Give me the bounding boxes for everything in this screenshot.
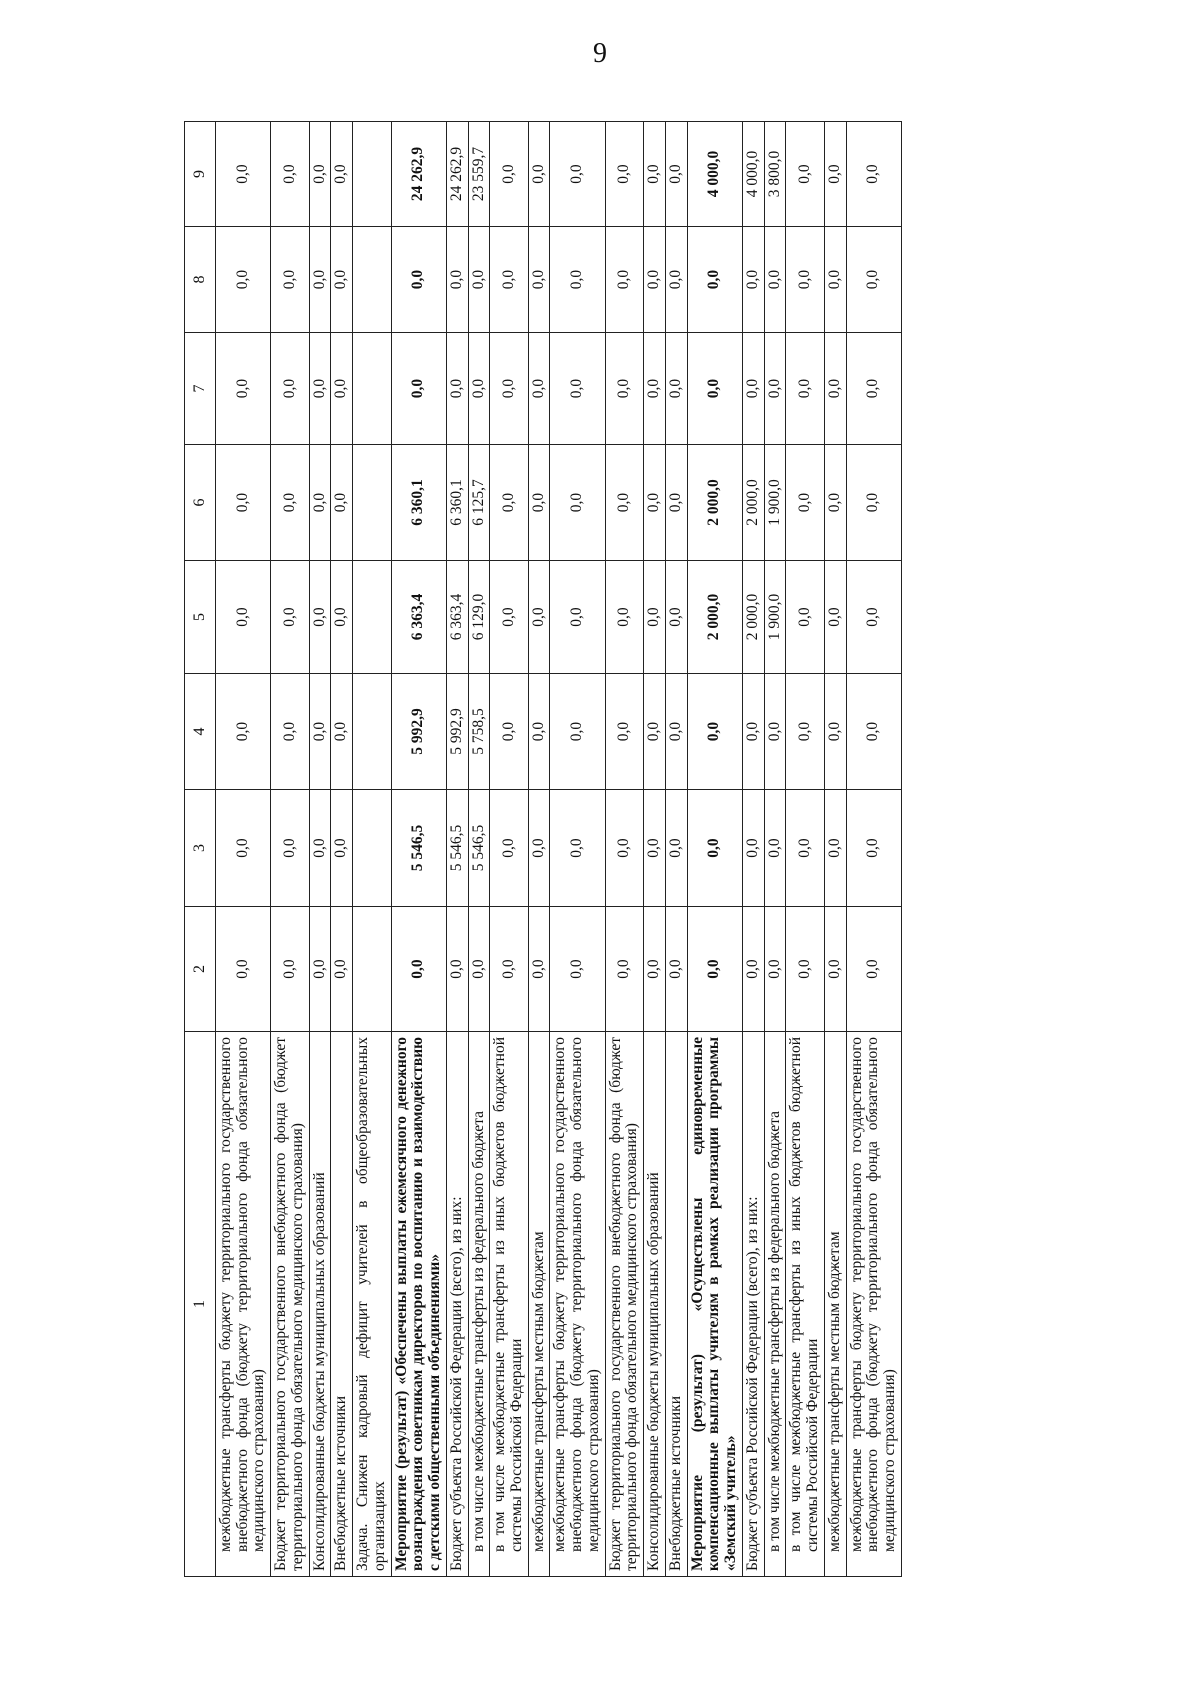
value-cell: 0,0 xyxy=(490,227,528,333)
value-cell: 0,0 xyxy=(331,227,353,333)
table-row xyxy=(271,122,309,1577)
value-cell: 0,0 xyxy=(331,674,353,790)
value-cell: 0,0 xyxy=(687,907,742,1032)
value-cell: 0,0 xyxy=(742,674,764,790)
value-cell: 0,0 xyxy=(216,907,271,1032)
value-cell: 0,0 xyxy=(764,907,786,1032)
table-row xyxy=(846,122,901,1577)
value-cell: 0,0 xyxy=(846,674,901,790)
value-cell: 2 000,0 xyxy=(687,445,742,561)
value-cell: 0,0 xyxy=(468,333,490,445)
value-cell: 0,0 xyxy=(331,445,353,561)
value-cell: 6 125,7 xyxy=(468,445,490,561)
row-label: Бюджет субъекта Российской Федерации (всего), из них: xyxy=(446,1032,468,1577)
value-cell: 0,0 xyxy=(490,122,528,227)
value-cell: 3 800,0 xyxy=(764,122,786,227)
value-cell: 0,0 xyxy=(665,790,687,907)
value-cell: 0,0 xyxy=(846,227,901,333)
value-cell: 0,0 xyxy=(550,907,605,1032)
value-cell: 0,0 xyxy=(216,227,271,333)
value-cell: 0,0 xyxy=(528,122,550,227)
value-cell: 0,0 xyxy=(605,445,643,561)
table-row xyxy=(786,122,824,1577)
value-cell: 0,0 xyxy=(824,674,846,790)
column-number: 3 xyxy=(185,790,216,907)
value-cell: 0,0 xyxy=(216,122,271,227)
column-number: 9 xyxy=(185,122,216,227)
value-cell: 0,0 xyxy=(764,790,786,907)
value-cell xyxy=(353,561,391,674)
value-cell: 5 992,9 xyxy=(446,674,468,790)
value-cell: 0,0 xyxy=(687,333,742,445)
row-label: в том числе межбюджетные трансферты из иных бюджетов бюджетной системы Российской Федерации xyxy=(786,1032,824,1577)
value-cell: 0,0 xyxy=(468,907,490,1032)
row-label: Бюджет субъекта Российской Федерации (всего), из них: xyxy=(742,1032,764,1577)
value-cell: 1 900,0 xyxy=(764,561,786,674)
value-cell: 0,0 xyxy=(271,445,309,561)
value-cell: 0,0 xyxy=(271,790,309,907)
row-label: Мероприятие (результат) «Обеспечены выплаты ежемесячного денежного вознаграждения советникам директоров по воспитанию и взаимодействию с детскими общественными объединениями» xyxy=(391,1032,446,1577)
value-cell: 0,0 xyxy=(824,333,846,445)
column-number: 7 xyxy=(185,333,216,445)
value-cell: 0,0 xyxy=(605,674,643,790)
value-cell: 0,0 xyxy=(309,907,331,1032)
value-cell: 0,0 xyxy=(605,227,643,333)
value-cell: 0,0 xyxy=(490,333,528,445)
value-cell: 6 360,1 xyxy=(391,445,446,561)
value-cell: 6 363,4 xyxy=(391,561,446,674)
value-cell: 0,0 xyxy=(846,333,901,445)
value-cell: 0,0 xyxy=(309,333,331,445)
column-number: 5 xyxy=(185,561,216,674)
value-cell: 0,0 xyxy=(528,907,550,1032)
value-cell: 0,0 xyxy=(644,333,666,445)
table-container xyxy=(184,122,1200,1577)
table-row xyxy=(644,122,666,1577)
value-cell: 0,0 xyxy=(786,790,824,907)
value-cell: 2 000,0 xyxy=(742,561,764,674)
value-cell xyxy=(353,333,391,445)
value-cell: 0,0 xyxy=(665,561,687,674)
value-cell: 0,0 xyxy=(764,227,786,333)
value-cell: 0,0 xyxy=(786,227,824,333)
value-cell: 0,0 xyxy=(550,790,605,907)
value-cell xyxy=(353,445,391,561)
value-cell: 0,0 xyxy=(644,122,666,227)
value-cell: 0,0 xyxy=(391,907,446,1032)
row-label: Бюджет территориального государственного внебюджетного фонда (бюджет территориального фонда обязательного медицинского страхования) xyxy=(271,1032,309,1577)
value-cell: 0,0 xyxy=(846,790,901,907)
value-cell: 0,0 xyxy=(786,122,824,227)
row-label: Внебюджетные источники xyxy=(331,1032,353,1577)
row-label: Внебюджетные источники xyxy=(665,1032,687,1577)
value-cell: 0,0 xyxy=(764,674,786,790)
value-cell: 0,0 xyxy=(216,790,271,907)
value-cell: 0,0 xyxy=(824,790,846,907)
value-cell: 0,0 xyxy=(446,227,468,333)
value-cell: 0,0 xyxy=(550,227,605,333)
value-cell: 0,0 xyxy=(824,122,846,227)
value-cell: 0,0 xyxy=(786,561,824,674)
row-label: межбюджетные трансферты местным бюджетам xyxy=(528,1032,550,1577)
table-row xyxy=(605,122,643,1577)
value-cell: 0,0 xyxy=(786,674,824,790)
value-cell: 0,0 xyxy=(216,674,271,790)
value-cell: 0,0 xyxy=(490,561,528,674)
value-cell: 6 129,0 xyxy=(468,561,490,674)
value-cell: 0,0 xyxy=(605,907,643,1032)
value-cell: 0,0 xyxy=(742,227,764,333)
value-cell: 0,0 xyxy=(271,122,309,227)
value-cell xyxy=(353,907,391,1032)
table-row xyxy=(309,122,331,1577)
column-number: 8 xyxy=(185,227,216,333)
value-cell: 0,0 xyxy=(605,122,643,227)
table-row xyxy=(665,122,687,1577)
value-cell xyxy=(353,122,391,227)
table-row xyxy=(391,122,446,1577)
value-cell: 0,0 xyxy=(528,790,550,907)
value-cell: 0,0 xyxy=(846,122,901,227)
value-cell: 6 360,1 xyxy=(446,445,468,561)
table-row xyxy=(824,122,846,1577)
value-cell: 0,0 xyxy=(528,333,550,445)
value-cell: 0,0 xyxy=(490,445,528,561)
table-row xyxy=(468,122,490,1577)
value-cell xyxy=(353,674,391,790)
value-cell: 0,0 xyxy=(824,561,846,674)
value-cell: 0,0 xyxy=(528,674,550,790)
value-cell: 0,0 xyxy=(309,445,331,561)
row-label: Консолидированные бюджеты муниципальных образований xyxy=(644,1032,666,1577)
value-cell: 0,0 xyxy=(391,227,446,333)
rotated-table-wrapper xyxy=(184,122,1200,1577)
value-cell: 5 992,9 xyxy=(391,674,446,790)
value-cell: 0,0 xyxy=(216,445,271,561)
value-cell: 0,0 xyxy=(271,907,309,1032)
value-cell: 0,0 xyxy=(687,227,742,333)
value-cell: 24 262,9 xyxy=(446,122,468,227)
budget-table xyxy=(184,121,902,1577)
column-number: 2 xyxy=(185,907,216,1032)
table-row xyxy=(353,122,391,1577)
value-cell: 0,0 xyxy=(309,227,331,333)
value-cell: 0,0 xyxy=(824,907,846,1032)
value-cell: 0,0 xyxy=(490,790,528,907)
value-cell: 0,0 xyxy=(644,561,666,674)
value-cell: 4 000,0 xyxy=(742,122,764,227)
value-cell: 0,0 xyxy=(824,227,846,333)
row-label: Консолидированные бюджеты муниципальных образований xyxy=(309,1032,331,1577)
table-row xyxy=(490,122,528,1577)
table-body xyxy=(185,122,902,1577)
value-cell: 0,0 xyxy=(468,227,490,333)
value-cell: 0,0 xyxy=(528,227,550,333)
value-cell: 5 546,5 xyxy=(391,790,446,907)
table-row xyxy=(687,122,742,1577)
value-cell: 0,0 xyxy=(490,674,528,790)
value-cell: 0,0 xyxy=(216,561,271,674)
value-cell: 0,0 xyxy=(271,561,309,674)
value-cell: 5 546,5 xyxy=(468,790,490,907)
value-cell: 5 758,5 xyxy=(468,674,490,790)
value-cell: 0,0 xyxy=(846,907,901,1032)
value-cell: 0,0 xyxy=(846,445,901,561)
row-label: в том числе межбюджетные трансферты из федерального бюджета xyxy=(764,1032,786,1577)
value-cell: 0,0 xyxy=(271,674,309,790)
value-cell: 4 000,0 xyxy=(687,122,742,227)
column-number: 4 xyxy=(185,674,216,790)
value-cell: 6 363,4 xyxy=(446,561,468,674)
value-cell: 0,0 xyxy=(528,561,550,674)
value-cell: 24 262,9 xyxy=(391,122,446,227)
value-cell: 0,0 xyxy=(846,561,901,674)
value-cell: 0,0 xyxy=(331,790,353,907)
value-cell xyxy=(353,227,391,333)
value-cell: 23 559,7 xyxy=(468,122,490,227)
value-cell: 0,0 xyxy=(665,333,687,445)
value-cell: 0,0 xyxy=(271,227,309,333)
value-cell: 0,0 xyxy=(309,561,331,674)
value-cell: 0,0 xyxy=(644,445,666,561)
value-cell: 0,0 xyxy=(786,445,824,561)
table-row xyxy=(446,122,468,1577)
value-cell: 0,0 xyxy=(331,122,353,227)
value-cell: 0,0 xyxy=(605,561,643,674)
row-label: межбюджетные трансферты бюджету территориального государственного внебюджетного фонда (бюджету территориального фонда обязательного медицинского страхования) xyxy=(550,1032,605,1577)
page-number: 9 xyxy=(593,38,607,69)
value-cell: 1 900,0 xyxy=(764,445,786,561)
column-number: 1 xyxy=(185,1032,216,1577)
value-cell: 0,0 xyxy=(742,790,764,907)
table-row xyxy=(216,122,271,1577)
value-cell: 0,0 xyxy=(644,907,666,1032)
table-row xyxy=(331,122,353,1577)
value-cell: 0,0 xyxy=(786,333,824,445)
value-cell: 2 000,0 xyxy=(742,445,764,561)
value-cell: 0,0 xyxy=(550,561,605,674)
value-cell: 0,0 xyxy=(528,445,550,561)
value-cell: 0,0 xyxy=(446,907,468,1032)
column-number: 6 xyxy=(185,445,216,561)
value-cell: 0,0 xyxy=(550,333,605,445)
value-cell: 0,0 xyxy=(550,122,605,227)
row-label: в том числе межбюджетные трансферты из федерального бюджета xyxy=(468,1032,490,1577)
value-cell: 0,0 xyxy=(446,333,468,445)
value-cell xyxy=(353,790,391,907)
row-label: межбюджетные трансферты бюджету территориального государственного внебюджетного фонда (бюджету территориального фонда обязательного медицинского страхования) xyxy=(846,1032,901,1577)
value-cell: 5 546,5 xyxy=(446,790,468,907)
row-label: Бюджет территориального государственного внебюджетного фонда (бюджет территориального фонда обязательного медицинского страхования) xyxy=(605,1032,643,1577)
value-cell: 0,0 xyxy=(644,790,666,907)
row-label: Задача. Снижен кадровый дефицит учителей в общеобразовательных организациях xyxy=(353,1032,391,1577)
table-row xyxy=(764,122,786,1577)
column-number-row xyxy=(185,122,216,1577)
value-cell: 0,0 xyxy=(331,561,353,674)
value-cell: 0,0 xyxy=(764,333,786,445)
value-cell: 0,0 xyxy=(786,907,824,1032)
value-cell: 0,0 xyxy=(331,333,353,445)
value-cell: 0,0 xyxy=(665,227,687,333)
value-cell: 0,0 xyxy=(391,333,446,445)
row-label: Мероприятие (результат) «Осуществлены единовременные компенсационные выплаты учителям в рамках реализации программы «Земский учитель» xyxy=(687,1032,742,1577)
row-label: межбюджетные трансферты бюджету территориального государственного внебюджетного фонда (бюджету территориального фонда обязательного медицинского страхования) xyxy=(216,1032,271,1577)
value-cell: 0,0 xyxy=(687,790,742,907)
row-label: межбюджетные трансферты местным бюджетам xyxy=(824,1032,846,1577)
value-cell: 0,0 xyxy=(271,333,309,445)
row-label: в том числе межбюджетные трансферты из иных бюджетов бюджетной системы Российской Федерации xyxy=(490,1032,528,1577)
value-cell: 0,0 xyxy=(550,674,605,790)
value-cell: 0,0 xyxy=(309,674,331,790)
value-cell: 0,0 xyxy=(687,674,742,790)
value-cell: 0,0 xyxy=(665,674,687,790)
value-cell: 0,0 xyxy=(309,790,331,907)
value-cell: 0,0 xyxy=(309,122,331,227)
table-row xyxy=(528,122,550,1577)
table-row xyxy=(742,122,764,1577)
value-cell: 0,0 xyxy=(665,122,687,227)
value-cell: 0,0 xyxy=(644,674,666,790)
value-cell: 0,0 xyxy=(550,445,605,561)
value-cell: 0,0 xyxy=(742,333,764,445)
value-cell: 0,0 xyxy=(490,907,528,1032)
value-cell: 0,0 xyxy=(665,907,687,1032)
value-cell: 0,0 xyxy=(216,333,271,445)
value-cell: 0,0 xyxy=(644,227,666,333)
value-cell: 0,0 xyxy=(824,445,846,561)
value-cell: 2 000,0 xyxy=(687,561,742,674)
value-cell: 0,0 xyxy=(331,907,353,1032)
table-row xyxy=(550,122,605,1577)
value-cell: 0,0 xyxy=(605,790,643,907)
value-cell: 0,0 xyxy=(605,333,643,445)
value-cell: 0,0 xyxy=(665,445,687,561)
value-cell: 0,0 xyxy=(742,907,764,1032)
